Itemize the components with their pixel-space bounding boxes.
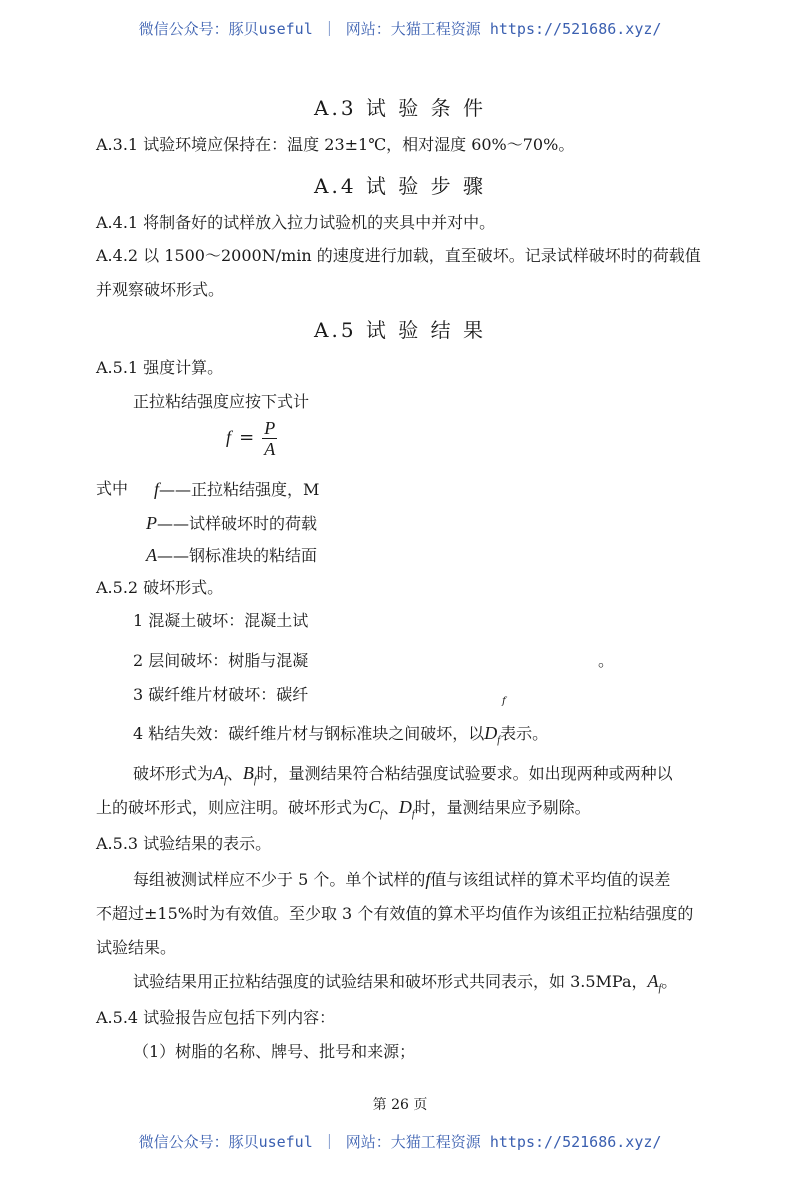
symbol-bf: B [242,763,254,783]
symbol-cf: C [368,797,381,817]
watermark-top: 微信公众号：豚贝useful ｜ 网站：大猫工程资源 https://521686.xyz/ [138,20,662,38]
para3-end: 。 [661,972,678,991]
para1-text-a: 破坏形式为 [133,764,214,783]
section-heading-a3: A.3 试 验 条 件 [314,96,486,120]
formula-intro: 正拉粘结强度应按下式计 [133,392,310,411]
result-para-line1 [133,868,670,891]
symbol-af-example: A [647,971,659,991]
symbol-df-subscript: f [411,809,415,820]
failure-para-line2 [96,796,591,826]
failure-item-1: 1 混凝土破坏：混凝土试 [133,611,309,630]
where-label: 式中 [96,479,129,498]
clause-a5-1: A.5.1 强度计算。 [96,358,224,377]
section-heading-a4: A.4 试 验 步 骤 [314,174,486,198]
symbol-f: f [154,479,160,499]
formula-lhs: f [226,427,232,447]
symbol-bf-subscript: f [253,775,257,786]
clause-a3-1: A.3.1 试验环境应保持在：温度 23±1℃，相对湿度 60%～70%。 [96,135,575,154]
para1-sep2: 、 [382,798,399,817]
symbol-a: A [146,545,157,565]
symbol-f-inline: f [425,869,431,889]
clause-a4-2-line2: 并观察破坏形式。 [96,280,225,299]
clause-a4-2-line1: A.4.2 以 1500～2000N/min 的速度进行加载，直至破坏。记录试样破坏时的荷载值 [96,246,701,265]
def-p-text: ——试样破坏时的荷载 [157,514,318,533]
formula-denominator: A [264,439,276,459]
failure-item-4-text: 4 粘结失效：碳纤维片材与钢标准块之间破坏，以 [133,724,485,743]
def-p [146,512,317,535]
para2-text-b: 值与该组试样的算术平均值的误差 [430,870,671,889]
symbol-af: A [213,763,225,783]
formula [226,418,277,459]
formula-equals: = [239,427,255,448]
watermark-bottom: 微信公众号：豚贝useful ｜ 网站：大猫工程资源 https://521686.xyz/ [138,1133,662,1151]
para1-text-b: 时，量测结果符合粘结强度试验要求。如出现两种或两种以 [256,764,673,783]
symbol-af-example-subscript: f [658,983,662,994]
symbol-cf-subscript: f [380,809,383,820]
def-f-text: ——正拉粘结强度，M [159,480,320,499]
symbol-af-subscript: f [224,775,227,786]
section-heading-a5: A.5 试 验 结 果 [314,318,486,342]
failure-item-3: 3 碳纤维片材破坏：碳纤 [133,685,309,704]
formula-fraction [262,418,277,459]
failure-item-3-subscript: f [502,696,506,707]
para2-text-a: 每组被测试样应不少于 5 个。单个试样的 [133,870,426,889]
clause-a5-2: A.5.2 破坏形式。 [96,578,224,597]
def-a-text: ——钢标准块的粘结面 [157,546,318,565]
para1-line2-b: 时，量测结果应予剔除。 [414,798,591,817]
symbol-df: D [398,797,412,817]
clause-a4-1: A.4.1 将制备好的试样放入拉力试验机的夹具中并对中。 [96,213,496,232]
failure-item-2: 2 层间破坏：树脂与混凝 [133,651,309,670]
result-representation [133,970,677,1000]
para1-line2-a: 上的破坏形式，则应注明。破坏形式为 [96,798,369,817]
def-a [146,544,317,567]
clause-a5-3: A.5.3 试验结果的表示。 [96,834,272,853]
result-para-line2: 不超过±15%时为有效值。至少取 3 个有效值的算术平均值作为该组正拉粘结强度的 [96,904,694,923]
para1-sep: 、 [226,764,243,783]
symbol-d-subscript: f [497,735,501,746]
symbol-p: P [146,513,157,533]
symbol-d: D [484,723,498,743]
def-f [154,478,319,501]
failure-item-4-end: 表示。 [500,724,549,743]
failure-item-4 [133,722,548,752]
formula-numerator: P [264,418,276,438]
failure-para-line1 [133,762,673,792]
report-item-1: （1）树脂的名称、牌号、批号和来源； [133,1042,416,1061]
failure-item-2-end: 。 [598,651,615,670]
page-number: 第 26 页 [372,1097,428,1113]
clause-a5-4: A.5.4 试验报告应包括下列内容： [96,1008,336,1027]
result-para-line3: 试验结果。 [96,938,177,957]
para3-text: 试验结果用正拉粘结强度的试验结果和破坏形式共同表示，如 3.5MPa， [133,972,648,991]
